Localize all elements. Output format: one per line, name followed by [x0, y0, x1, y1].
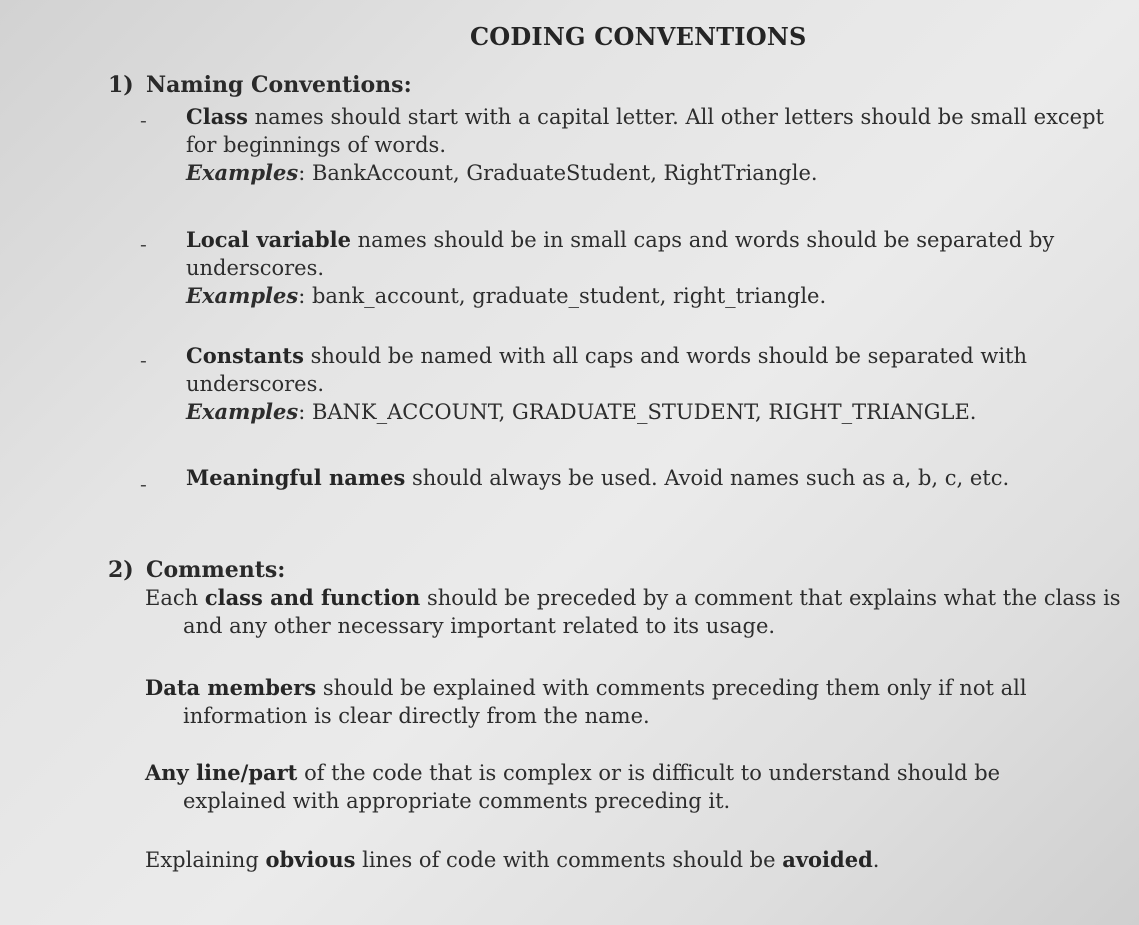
section-number: 1) — [108, 72, 134, 98]
paragraph-lead: Each — [145, 586, 205, 610]
comments-paragraph-data-members — [145, 674, 1125, 730]
paragraph-keyword: Any line/part — [145, 760, 298, 785]
examples-text: : bank_account, graduate_student, right_triangle. — [298, 284, 827, 308]
paragraph-text: of the code that is complex or is difficult to understand should be — [297, 761, 1001, 785]
item-keyword: Local variable — [186, 227, 351, 252]
examples-label: Examples — [186, 283, 299, 308]
examples-text: : BankAccount, GraduateStudent, RightTriangle. — [298, 161, 818, 185]
paragraph-keyword: obvious — [265, 847, 356, 872]
paragraph-continuation: explained with appropriate comments preceding it. — [183, 789, 731, 813]
comments-paragraph-class-function — [145, 584, 1125, 640]
paragraph-end: . — [872, 848, 880, 872]
bullet-mark: - — [140, 348, 147, 372]
comments-paragraph-complex-code — [145, 759, 1125, 815]
section-number: 2) — [108, 557, 134, 583]
paragraph-keyword-2: avoided — [782, 847, 873, 872]
examples-label: Examples — [186, 399, 299, 424]
section-title: Naming Conventions: — [146, 72, 412, 98]
bullet-mark: - — [140, 472, 147, 496]
item-keyword: Class — [186, 104, 248, 129]
section-heading-comments — [108, 557, 285, 583]
paragraph-text: lines of code with comments should be — [355, 848, 783, 872]
comments-paragraph-obvious — [145, 846, 1125, 874]
item-keyword: Meaningful names — [186, 465, 406, 490]
item-text: names should start with a capital letter. All other letters should be small except for beginnings of words. — [186, 105, 1104, 157]
item-text: should always be used. Avoid names such as a, b, c, etc. — [405, 466, 1010, 490]
examples-label: Examples — [186, 160, 299, 185]
naming-item-local-variable — [186, 226, 1066, 310]
section-heading-naming — [108, 72, 412, 98]
naming-item-class — [186, 103, 1106, 187]
naming-item-constants — [186, 342, 1046, 426]
paragraph-text: should be explained with comments preceding them only if not all — [316, 676, 1027, 700]
paragraph-keyword: class and function — [204, 585, 421, 610]
paragraph-lead: Explaining — [145, 848, 266, 872]
paragraph-keyword: Data members — [145, 675, 317, 700]
paragraph-text: should be preceded by a comment that explains what the class is — [420, 586, 1121, 610]
paragraph-continuation: and any other necessary important related to its usage. — [183, 614, 776, 638]
bullet-mark: - — [140, 108, 147, 132]
section-title: Comments: — [146, 557, 286, 583]
paragraph-continuation: information is clear directly from the name. — [183, 704, 650, 728]
naming-item-meaningful-names — [186, 464, 1086, 492]
item-text: names should be in small caps and words should be separated by underscores. — [186, 228, 1055, 280]
examples-text: : BANK_ACCOUNT, GRADUATE_STUDENT, RIGHT_TRIANGLE. — [298, 400, 977, 424]
document-title: CODING CONVENTIONS — [470, 22, 807, 51]
item-text: should be named with all caps and words should be separated with underscores. — [186, 344, 1028, 396]
bullet-mark: - — [140, 232, 147, 256]
item-keyword: Constants — [186, 343, 304, 368]
